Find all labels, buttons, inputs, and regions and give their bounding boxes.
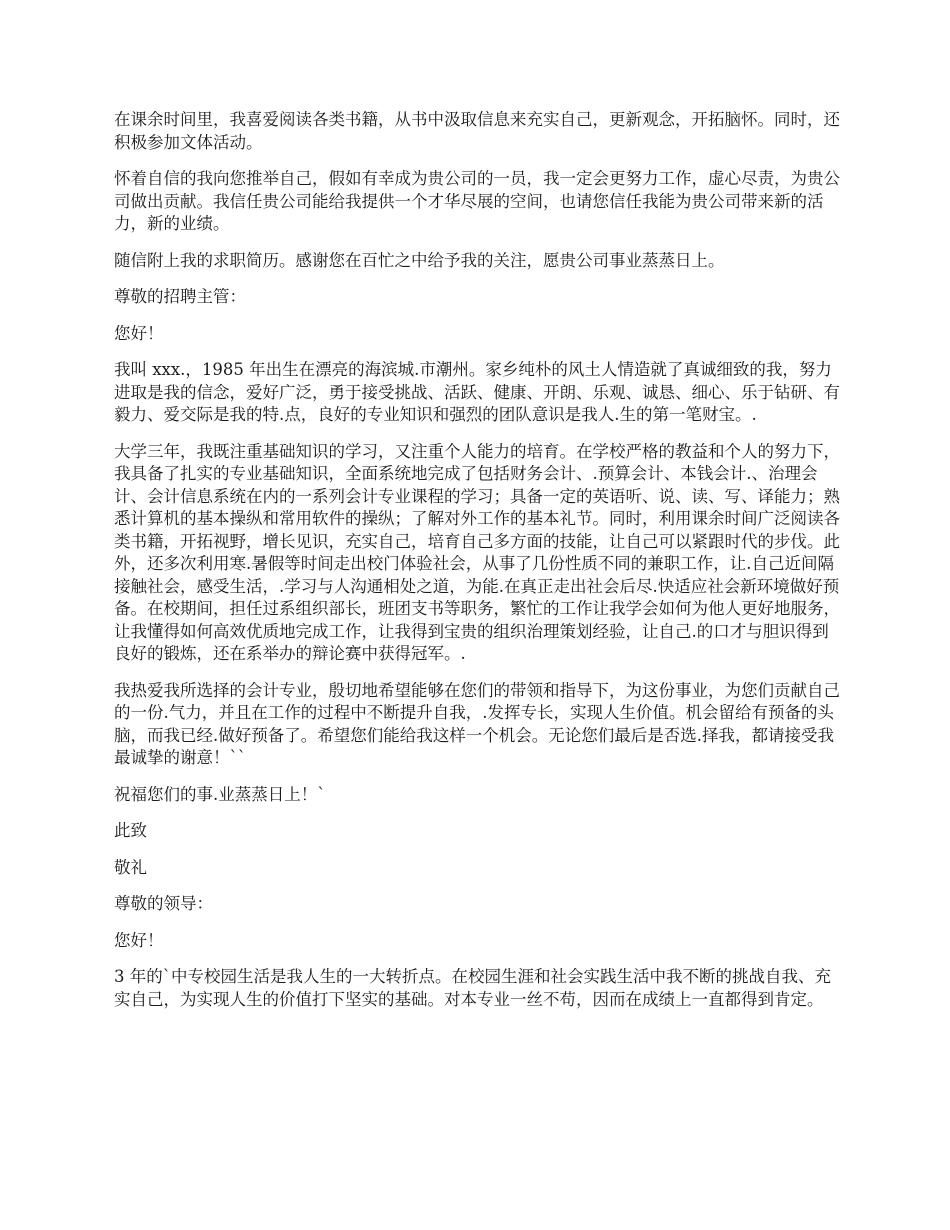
paragraph-1: 在课余时间里，我喜爱阅读各类书籍，从书中汲取信息来充实自己，更新观念，开拓脑怀。同时，还积极参加文体活动。 <box>114 110 840 152</box>
closing-cizhi: 此致 <box>114 821 147 840</box>
paragraph-2: 怀着自信的我向您推举自己，假如有幸成为贵公司的一员，我一定会更努力工作，虚心尽责，为贵公司做出贡献。我信任贵公司能给我提供一个才华尽展的空间，也请您信任我能为贵公司带来新的活力，新的业绩。 <box>114 169 840 233</box>
document-page <box>114 109 840 1025</box>
hello-line-2: 您好！ <box>114 930 164 950</box>
paragraph-school-life: 3 年的`中专校园生活是我人生的一大转折点。在校园生涯和社会实践生活中我不断的挑战自我、充实自己，为实现人生的价值打下坚实的基础。对本专业一丝不苟，因而在成绩上一直都得到肯定。 <box>114 967 831 1009</box>
wishes-line: 祝福您们的事.业蒸蒸日上！` <box>114 784 326 804</box>
paragraph-3: 随信附上我的求职简历。感谢您在百忙之中给予我的关注，愿贵公司事业蒸蒸日上。 <box>114 250 725 270</box>
paragraph-university: 大学三年，我既注重基础知识的学习，又注重个人能力的培育。在学校严格的教益和个人的努力下，我具备了扎实的专业基础知识，全面系统地完成了包括财务会计、.预算会计、本钱会计.、治理会计、会计信息系统在内的一系列会计专业课程的学习；具备一定的英语听、说、读、写、译能力；熟悉计算机的基本操纵和常用软件的操纵；了解对外工作的基本礼节。同时，利用课余时间广泛阅读各类书籍，开拓视野，增长见识，充实自己，培育自己多方面的技能，让自己可以紧跟时代的步伐。此外，还多次利用寒.暑假等时间走出校门体验社会，从事了几份性质不同的兼职工作，让.自己近间隔接触社会，感受生活，.学习与人沟通相处之道，为能.在真正走出社会后尽.快适应社会新环境做好预备。在校期间，担任过系组织部长，班团支书等职务，繁忙的工作让我学会如何为他人更好地服务，让我懂得如何高效优质地完成工作，让我得到宝贵的组织治理策划经验，让自己.的口才与胆识得到良好的锻炼，还在系举办的辩论赛中获得冠军。. <box>114 441 840 663</box>
closing-jingli: 敬礼 <box>114 857 147 877</box>
greeting-leader: 尊敬的领导： <box>114 894 213 913</box>
greeting-recruiter: 尊敬的招聘主管： <box>114 287 246 306</box>
hello-line: 您好！ <box>114 323 164 343</box>
paragraph-intro: 我叫 xxx.，1985 年出生在漂亮的海滨城.市潮州。家乡纯朴的风土人情造就了真诚细致的我，努力进取是我的信念，爱好广泛，勇于接受挑战、活跃、健康、开朗、乐观、诚恳、细心、乐于钻研、有毅力、爱交际是我的特.点，良好的专业知识和强烈的团队意识是我人.生的第一笔财宝。. <box>114 360 840 424</box>
paragraph-major: 我热爱我所选择的会计专业，殷切地希望能够在您们的带领和指导下，为这份事业，为您们贡献自己的一份.气力，并且在工作的过程中不断提升自我，.发挥专长，实现人生价值。机会留给有预备的头脑，而我已经.做好预备了。希望您们能给我这样一个机会。无论您们最后是否选.择我，都请接受我最诚挚的谢意！`` <box>114 680 840 767</box>
